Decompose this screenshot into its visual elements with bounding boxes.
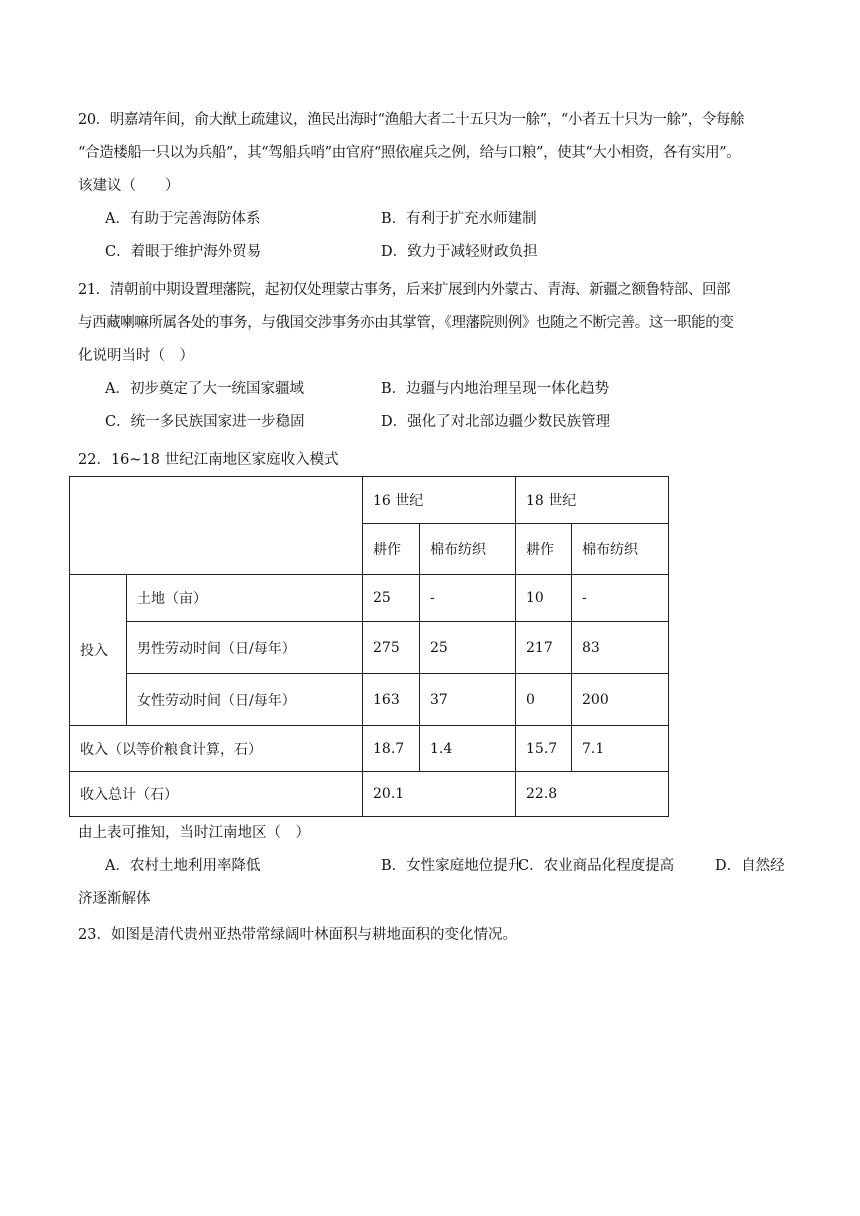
cell-male-18-farming: 217 [516, 622, 572, 674]
q22-title: 22．16~18 世纪江南地区家庭收入模式 [78, 452, 339, 468]
table-row [70, 674, 669, 726]
cell-total-18: 22.8 [516, 772, 669, 817]
question-20 [78, 104, 790, 269]
table-row [70, 772, 669, 817]
q20-stem-line1: 20．明嘉靖年间，俞大猷上疏建议，渔民出海时“渔船大者二十五只为一艅”，“小者五十只为一艅”，令每艅 [78, 112, 745, 128]
cell-land-16-cotton: - [420, 575, 516, 622]
cell-land-16-farming: 25 [363, 575, 420, 622]
cell-income-18-farming: 15.7 [516, 726, 572, 772]
table-row [70, 622, 669, 674]
q21-option-b[interactable]: B．边疆与内地治理呈现一体化趋势 [381, 381, 610, 397]
q21-option-c[interactable]: C．统一多民族国家进一步稳固 [105, 414, 305, 430]
cell-male-16-farming: 275 [363, 622, 420, 674]
q21-option-d[interactable]: D．强化了对北部边疆少数民族管理 [381, 414, 611, 430]
q20-stem-line3: 该建议（ ） [78, 178, 180, 194]
q22-stem-after: 由上表可推知，当时江南地区（ ） [78, 825, 310, 841]
row-group-input: 投入 [70, 575, 127, 726]
q20-options-row1 [78, 203, 790, 236]
row-label-land: 土地（亩） [127, 575, 363, 622]
cell-female-18-farming: 0 [516, 674, 572, 726]
q20-option-a[interactable]: A．有助于完善海防体系 [105, 211, 261, 227]
row-label-income-total: 收入总计（石） [70, 772, 363, 817]
q21-option-a[interactable]: A．初步奠定了大一统国家疆域 [105, 381, 304, 397]
cell-male-16-cotton: 25 [420, 622, 516, 674]
cell-female-16-farming: 163 [363, 674, 420, 726]
cell-male-18-cotton: 83 [572, 622, 669, 674]
question-23 [78, 919, 790, 952]
q22-option-a[interactable]: A．农村土地利用率降低 [105, 858, 261, 874]
sub-header-cotton-16: 棉布纺织 [420, 524, 516, 575]
q20-option-b[interactable]: B．有利于扩充水师建制 [381, 211, 537, 227]
row-label-female-labor: 女性劳动时间（日/每年） [127, 674, 363, 726]
q20-option-c[interactable]: C．着眼于维护海外贸易 [105, 244, 262, 260]
q21-stem-line2: 与西藏喇嘛所属各处的事务，与俄国交涉事务亦由其掌管，《理藩院则例》也随之不断完善。这一职能的变 [78, 315, 734, 331]
header-18th-century: 18 世纪 [516, 477, 669, 524]
q21-stem-line1: 21．清朝前中期设置理藩院，起初仅处理蒙古事务，后来扩展到内外蒙古、青海、新疆之额鲁特部、回部 [78, 282, 731, 298]
cell-income-16-farming: 18.7 [363, 726, 420, 772]
q22-options-row [78, 850, 790, 883]
sub-header-cotton-18: 棉布纺织 [572, 524, 669, 575]
cell-land-18-cotton: - [572, 575, 669, 622]
cell-land-18-farming: 10 [516, 575, 572, 622]
cell-income-18-cotton: 7.1 [572, 726, 669, 772]
question-22-body [78, 817, 790, 916]
table-row [70, 575, 669, 622]
cell-total-16: 20.1 [363, 772, 516, 817]
q22-option-d[interactable]: D．自然经 [715, 858, 785, 874]
question-22-title [78, 444, 790, 477]
sub-header-farming-16: 耕作 [363, 524, 420, 575]
income-mode-table [69, 476, 669, 817]
q20-option-d[interactable]: D．致力于减轻财政负担 [381, 244, 538, 260]
question-21 [78, 274, 790, 439]
row-label-income: 收入（以等价粮食计算，石） [70, 726, 363, 772]
table-corner-cell [70, 477, 363, 575]
q20-options-row2 [78, 236, 790, 269]
row-label-male-labor: 男性劳动时间（日/每年） [127, 622, 363, 674]
table-row [70, 726, 669, 772]
sub-header-farming-18: 耕作 [516, 524, 572, 575]
cell-female-16-cotton: 37 [420, 674, 516, 726]
q20-stem-line2: “合造楼船一只以为兵船”，其“驾船兵哨”由官府“照依雇兵之例，给与口粮”，使其“大小相资，各有实用”。 [78, 145, 741, 161]
q22-option-c[interactable]: C．农业商品化程度提高 [518, 858, 675, 874]
q23-stem: 23．如图是清代贵州亚热带常绿阔叶林面积与耕地面积的变化情况。 [78, 927, 517, 943]
q21-options-row1 [78, 373, 790, 406]
cell-female-18-cotton: 200 [572, 674, 669, 726]
q21-options-row2 [78, 406, 790, 439]
q22-option-b[interactable]: B．女性家庭地位提升 [381, 858, 523, 874]
q22-option-d-continued: 济逐渐解体 [78, 891, 151, 907]
q21-stem-line3: 化说明当时（ ） [78, 348, 194, 364]
cell-income-16-cotton: 1.4 [420, 726, 516, 772]
header-16th-century: 16 世纪 [363, 477, 516, 524]
